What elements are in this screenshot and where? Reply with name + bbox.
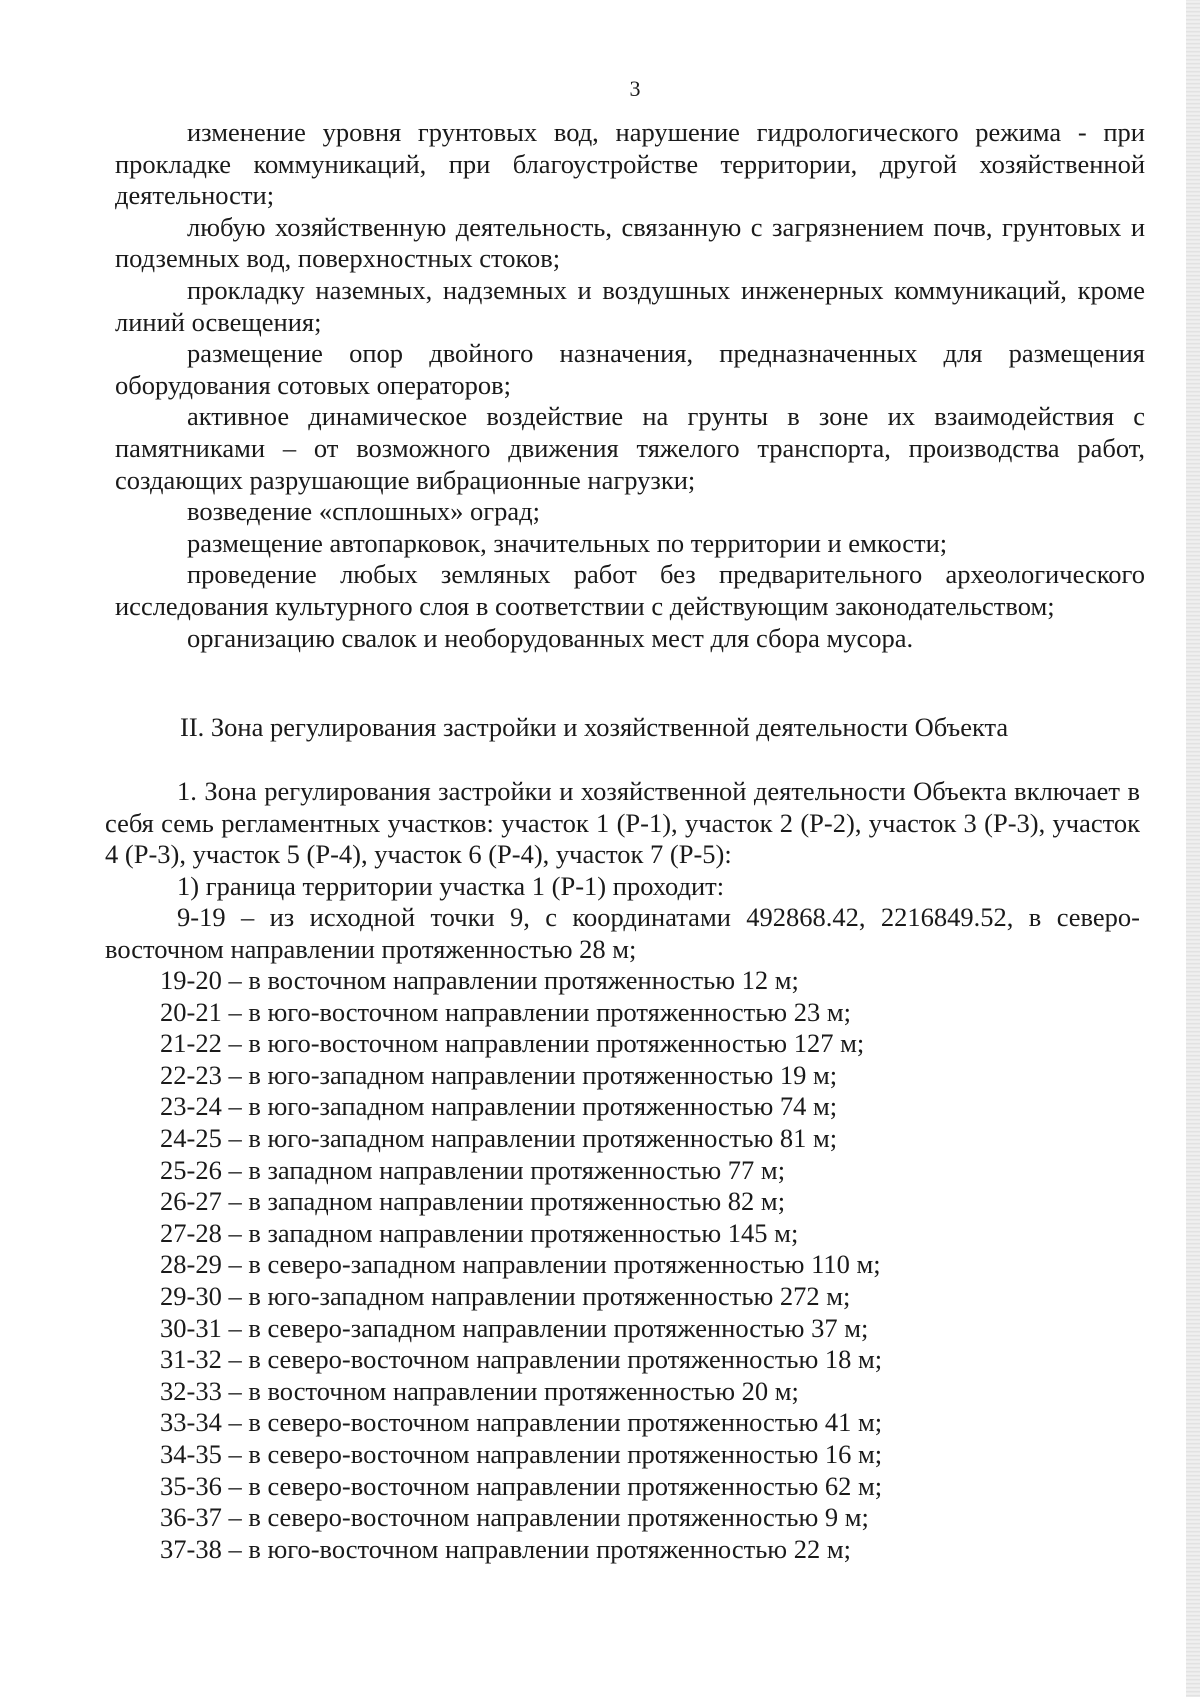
restrictions-list <box>115 117 1145 654</box>
paragraph: активное динамическое воздействие на грунты в зоне их взаимодействия с памятниками – от возможного движения тяжелого транспорта, производства работ, создающих разрушающие вибрационные нагрузки; <box>115 401 1145 495</box>
segment-line: 37-38 – в юго-восточном направлении протяженностью 22 м; <box>160 1533 851 1564</box>
page-number: 3 <box>629 76 641 101</box>
segment-line: 19-20 – в восточном направлении протяженностью 12 м; <box>160 965 799 995</box>
segment-line: 26-27 – в западном направлении протяженностью 82 м; <box>160 1186 786 1217</box>
segment-line: 29-30 – в юго-западном направлении протяженностью 272 м; <box>160 1280 851 1311</box>
segment-line: 23-24 – в юго-западном направлении протяженностью 74 м; <box>160 1091 838 1122</box>
segment-line: 31-32 – в северо-восточном направлении протяженностью 18 м; <box>160 1344 883 1375</box>
section-paragraph: 1) граница территории участка 1 (Р-1) проходит: <box>177 870 725 901</box>
segment-line: 33-34 – в северо-восточном направлении протяженностью 41 м; <box>160 1407 883 1438</box>
paragraph: размещение автопарковок, значительных по территории и емкости; <box>187 527 948 558</box>
section-paragraph: 1. Зона регулирования застройки и хозяйственной деятельности Объекта включает в себя семь регламентных участков: участок 1 (Р-1), участок 2 (Р-2), участок 3 (Р-3), участок 4 (Р-3), участок 5 (Р-4), участок 6 (Р-4), участок 7 (Р-5): <box>105 776 1140 870</box>
segment-line: 21-22 – в юго-восточном направлении протяженностью 127 м; <box>160 1028 865 1059</box>
segment-line: 35-36 – в северо-восточном направлении протяженностью 62 м; <box>160 1470 883 1501</box>
paragraph: изменение уровня грунтовых вод, нарушение гидрологического режима - при прокладке коммуникаций, при благоустройстве территории, другой хозяйственной деятельности; <box>115 117 1145 211</box>
section-heading: II. Зона регулирования застройки и хозяйственной деятельности Объекта <box>180 712 1009 742</box>
section-body <box>105 776 1140 966</box>
paragraph: прокладку наземных, надземных и воздушных инженерных коммуникаций, кроме линий освещения; <box>115 274 1145 337</box>
segment-line: 32-33 – в восточном направлении протяженностью 20 м; <box>160 1375 799 1406</box>
segment-line: 30-31 – в северо-западном направлении протяженностью 37 м; <box>160 1312 869 1343</box>
segment-line: 34-35 – в северо-восточном направлении протяженностью 16 м; <box>160 1438 883 1469</box>
boundary-segments <box>160 965 1060 1565</box>
segment-line: 24-25 – в юго-западном направлении протяженностью 81 м; <box>160 1122 838 1153</box>
section-paragraph: 9-19 – из исходной точки 9, с координатами 492868.42, 2216849.52, в северо-восточном направлении протяженностью 28 м; <box>105 902 1140 964</box>
paragraph: размещение опор двойного назначения, предназначенных для размещения оборудования сотовых операторов; <box>115 338 1145 400</box>
segment-line: 20-21 – в юго-восточном направлении протяженностью 23 м; <box>160 996 851 1027</box>
segment-line: 22-23 – в юго-западном направлении протяженностью 19 м; <box>160 1059 838 1090</box>
scan-edge <box>1186 0 1200 1697</box>
segment-line: 28-29 – в северо-западном направлении протяженностью 110 м; <box>160 1249 881 1280</box>
segment-line: 36-37 – в северо-восточном направлении протяженностью 9 м; <box>160 1502 869 1533</box>
paragraph: возведение «сплошных» оград; <box>187 496 540 527</box>
paragraph: любую хозяйственную деятельность, связанную с загрязнением почв, грунтовых и подземных вод, поверхностных стоков; <box>115 211 1145 274</box>
segment-line: 27-28 – в западном направлении протяженностью 145 м; <box>160 1217 799 1248</box>
segment-line: 25-26 – в западном направлении протяженностью 77 м; <box>160 1154 786 1185</box>
paragraph: проведение любых земляных работ без предварительного археологического исследования культурного слоя в соответствии с действующим законодательством; <box>115 559 1145 621</box>
paragraph: организацию свалок и необорудованных мест для сбора мусора. <box>187 622 914 653</box>
